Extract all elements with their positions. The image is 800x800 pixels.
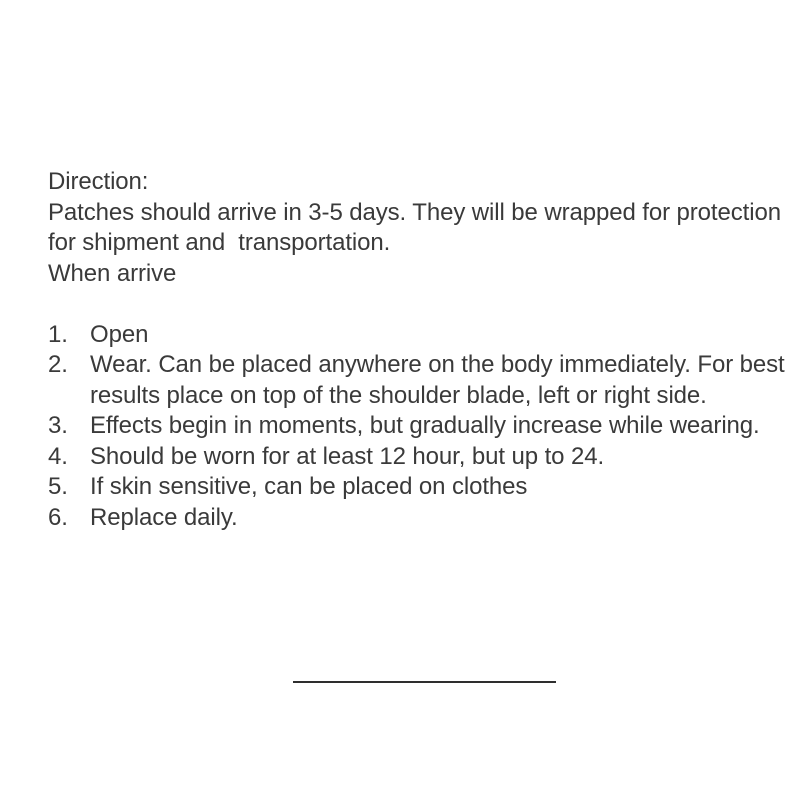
step-number: 4. xyxy=(48,442,68,470)
step-text: Effects begin in moments, but gradually increase while wearing. xyxy=(90,412,760,439)
step-number: 2. xyxy=(48,351,68,378)
step-text: Replace daily. xyxy=(90,503,238,531)
step-number: 1. xyxy=(48,320,68,348)
step-text: Wear. Can be placed anywhere on the body immediately. For best results place on top of the shoulder blade, left or right side. xyxy=(90,351,785,409)
step-text: Open xyxy=(90,320,149,348)
direction-heading: Direction: xyxy=(48,168,149,195)
list-item xyxy=(48,503,793,534)
step-number: 6. xyxy=(48,503,68,531)
step-number: 3. xyxy=(48,412,68,439)
step-text: If skin sensitive, can be placed on clothes xyxy=(90,473,528,500)
list-item xyxy=(48,442,793,473)
direction-document xyxy=(48,167,793,533)
step-number: 5. xyxy=(48,473,68,500)
step-text: Should be worn for at least 12 hour, but up to 24. xyxy=(90,442,605,470)
shipping-intro-text: Patches should arrive in 3-5 days. They will be wrapped for protection for shipment and transportation. xyxy=(48,198,788,256)
when-arrive-text: When arrive xyxy=(48,259,177,287)
steps-list xyxy=(48,320,793,534)
paragraph-spacer xyxy=(48,289,793,320)
list-item xyxy=(48,472,793,503)
signature-line xyxy=(293,681,556,683)
list-item xyxy=(48,411,793,442)
list-item xyxy=(48,350,793,411)
list-item xyxy=(48,320,793,351)
